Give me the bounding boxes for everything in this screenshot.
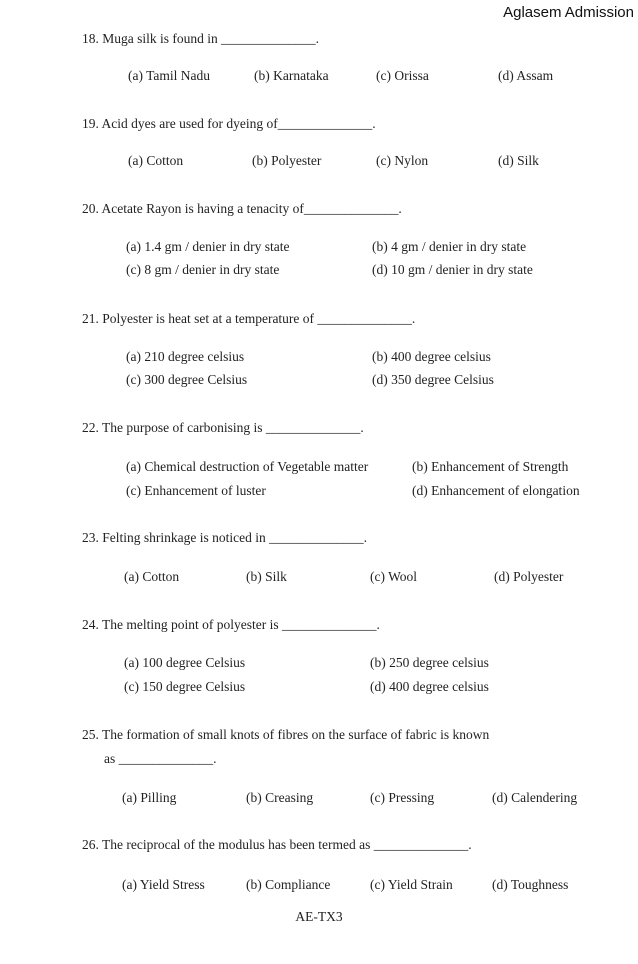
question-21: 21. Polyester is heat set at a temperature of ______________. bbox=[82, 311, 416, 326]
option-18d: (d) Assam bbox=[498, 68, 554, 83]
question-22: 22. The purpose of carbonising is ______________. bbox=[82, 420, 364, 435]
option-24a: (a) 100 degree Celsius bbox=[124, 655, 246, 670]
question-19: 19. Acid dyes are used for dyeing of______________. bbox=[82, 116, 376, 131]
option-21d: (d) 350 degree Celsius bbox=[372, 372, 494, 387]
option-22b: (b) Enhancement of Strength bbox=[412, 459, 569, 474]
option-18c: (c) Orissa bbox=[376, 68, 429, 83]
option-20b: (b) 4 gm / denier in dry state bbox=[372, 239, 527, 254]
option-20d: (d) 10 gm / denier in dry state bbox=[372, 262, 533, 277]
page-code: AE-TX3 bbox=[295, 909, 343, 924]
option-24b: (b) 250 degree celsius bbox=[370, 655, 489, 670]
option-19d: (d) Silk bbox=[498, 153, 539, 168]
option-22a: (a) Chemical destruction of Vegetable matter bbox=[126, 459, 369, 474]
option-22d: (d) Enhancement of elongation bbox=[412, 483, 580, 498]
option-20c: (c) 8 gm / denier in dry state bbox=[126, 262, 280, 277]
option-21b: (b) 400 degree celsius bbox=[372, 349, 491, 364]
option-19b: (b) Polyester bbox=[252, 153, 322, 168]
option-24d: (d) 400 degree celsius bbox=[370, 679, 489, 694]
option-23b: (b) Silk bbox=[246, 569, 287, 584]
option-26a: (a) Yield Stress bbox=[122, 877, 205, 892]
option-25a: (a) Pilling bbox=[122, 790, 177, 805]
option-26b: (b) Compliance bbox=[246, 877, 331, 892]
question-24: 24. The melting point of polyester is ______________. bbox=[82, 617, 380, 632]
option-23d: (d) Polyester bbox=[494, 569, 564, 584]
site-brand: Aglasem Admission bbox=[503, 4, 634, 21]
question-25: 25. The formation of small knots of fibres on the surface of fabric is known bbox=[82, 727, 490, 742]
option-26d: (d) Toughness bbox=[492, 877, 569, 892]
option-19c: (c) Nylon bbox=[376, 153, 429, 168]
option-25d: (d) Calendering bbox=[492, 790, 578, 805]
option-26c: (c) Yield Strain bbox=[370, 877, 453, 892]
option-22c: (c) Enhancement of luster bbox=[126, 483, 266, 498]
option-23c: (c) Wool bbox=[370, 569, 418, 584]
question-23: 23. Felting shrinkage is noticed in ______________. bbox=[82, 530, 367, 545]
option-18b: (b) Karnataka bbox=[254, 68, 329, 83]
question-25-continuation: as ______________. bbox=[104, 751, 217, 766]
option-19a: (a) Cotton bbox=[128, 153, 184, 168]
question-26: 26. The reciprocal of the modulus has been termed as ______________. bbox=[82, 837, 472, 852]
option-23a: (a) Cotton bbox=[124, 569, 180, 584]
option-25c: (c) Pressing bbox=[370, 790, 435, 805]
option-24c: (c) 150 degree Celsius bbox=[124, 679, 246, 694]
option-25b: (b) Creasing bbox=[246, 790, 314, 805]
option-21a: (a) 210 degree celsius bbox=[126, 349, 245, 364]
option-20a: (a) 1.4 gm / denier in dry state bbox=[126, 239, 290, 254]
question-18: 18. Muga silk is found in ______________. bbox=[82, 31, 320, 46]
option-18a: (a) Tamil Nadu bbox=[128, 68, 211, 83]
option-21c: (c) 300 degree Celsius bbox=[126, 372, 248, 387]
question-20: 20. Acetate Rayon is having a tenacity of______________. bbox=[82, 201, 402, 216]
